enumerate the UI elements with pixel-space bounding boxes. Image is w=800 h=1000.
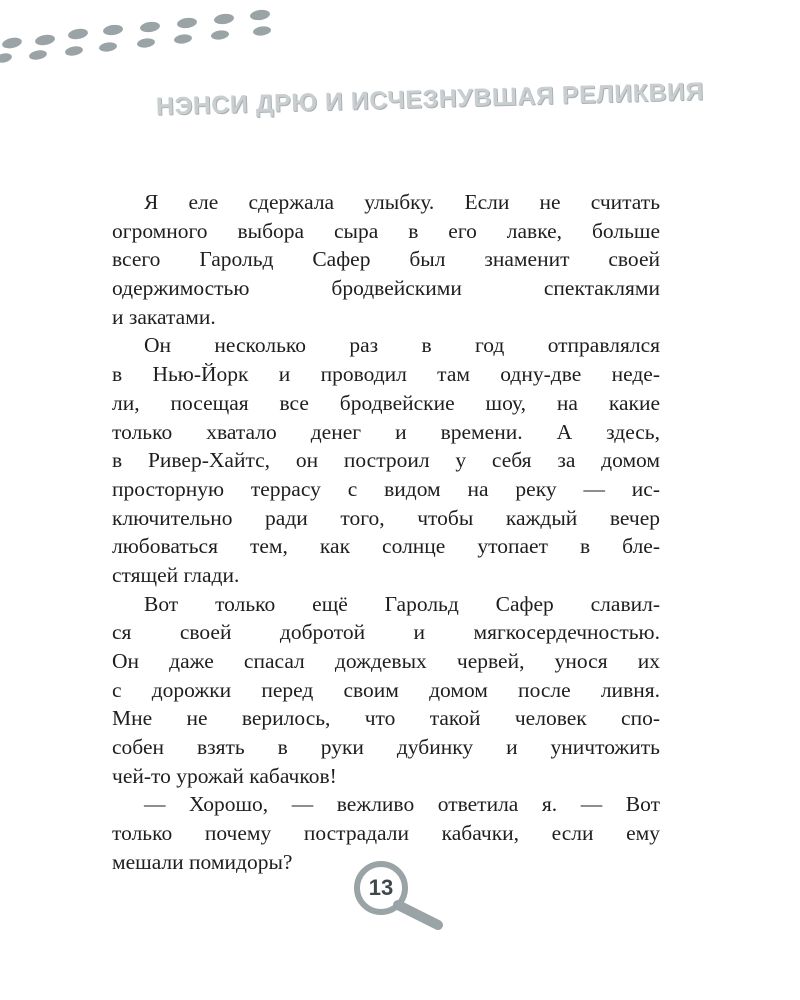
paragraph-line: всего Гарольд Сафер был знаменит своей [112, 247, 660, 272]
paragraph-line: ключительно ради того, чтобы каждый вечер [112, 505, 660, 530]
paragraph-line: только хватало денег и времени. А здесь, [112, 419, 660, 444]
paragraph-line: Он даже спасал дождевых червей, унося их [112, 649, 660, 673]
body-text [112, 188, 660, 877]
paragraph-line: огромного выбора сыра в его лавке, больше [112, 218, 660, 243]
paragraph-line: в Нью-Йорк и проводил там одну-две неде- [112, 362, 660, 387]
footprints-trail-icon [0, 0, 300, 75]
paragraph-first-line: Я еле сдержала улыбку. Если не считать [144, 190, 660, 214]
paragraph-line: просторную террасу с видом на реку — ис- [112, 476, 660, 501]
paragraph-line: ли, посещая все бродвейские шоу, на какие [112, 390, 660, 415]
running-header: НЭНСИ ДРЮ И ИСЧЕЗНУВШАЯ РЕЛИКВИЯ [155, 77, 705, 121]
paragraph-line: любоваться тем, как солнце утопает в бле- [112, 534, 660, 559]
paragraph-first-line: Он несколько раз в год отправлялся [144, 333, 660, 358]
paragraph-line: стящей глади. [112, 562, 240, 587]
paragraph-line: собен взять в руки дубинку и уничтожить [112, 735, 660, 760]
page-number: 13 [368, 875, 394, 900]
paragraph-line: чей-то урожай кабачков! [112, 763, 337, 788]
paragraph-line: одержимостью бродвейскими спектаклями [112, 276, 660, 301]
paragraph-first-line: — Хорошо, — вежливо ответила я. — Вот [144, 792, 660, 817]
paragraph-line: только почему пострадали кабачки, если ему [112, 821, 660, 846]
paragraph-line: мешали помидоры? [112, 849, 293, 874]
paragraph-line: и закатами. [112, 304, 216, 329]
paragraph-line: с дорожки перед своим домом после ливня. [112, 677, 660, 702]
paragraph-line: ся своей добротой и мягкосердечностью. [112, 620, 660, 645]
paragraph-line: Мне не верилось, что такой человек спо- [112, 706, 660, 731]
paragraph-first-line: Вот только ещё Гарольд Сафер славил- [144, 591, 660, 616]
paragraph-line: в Ривер-Хайтс, он построил у себя за домом [112, 448, 660, 473]
